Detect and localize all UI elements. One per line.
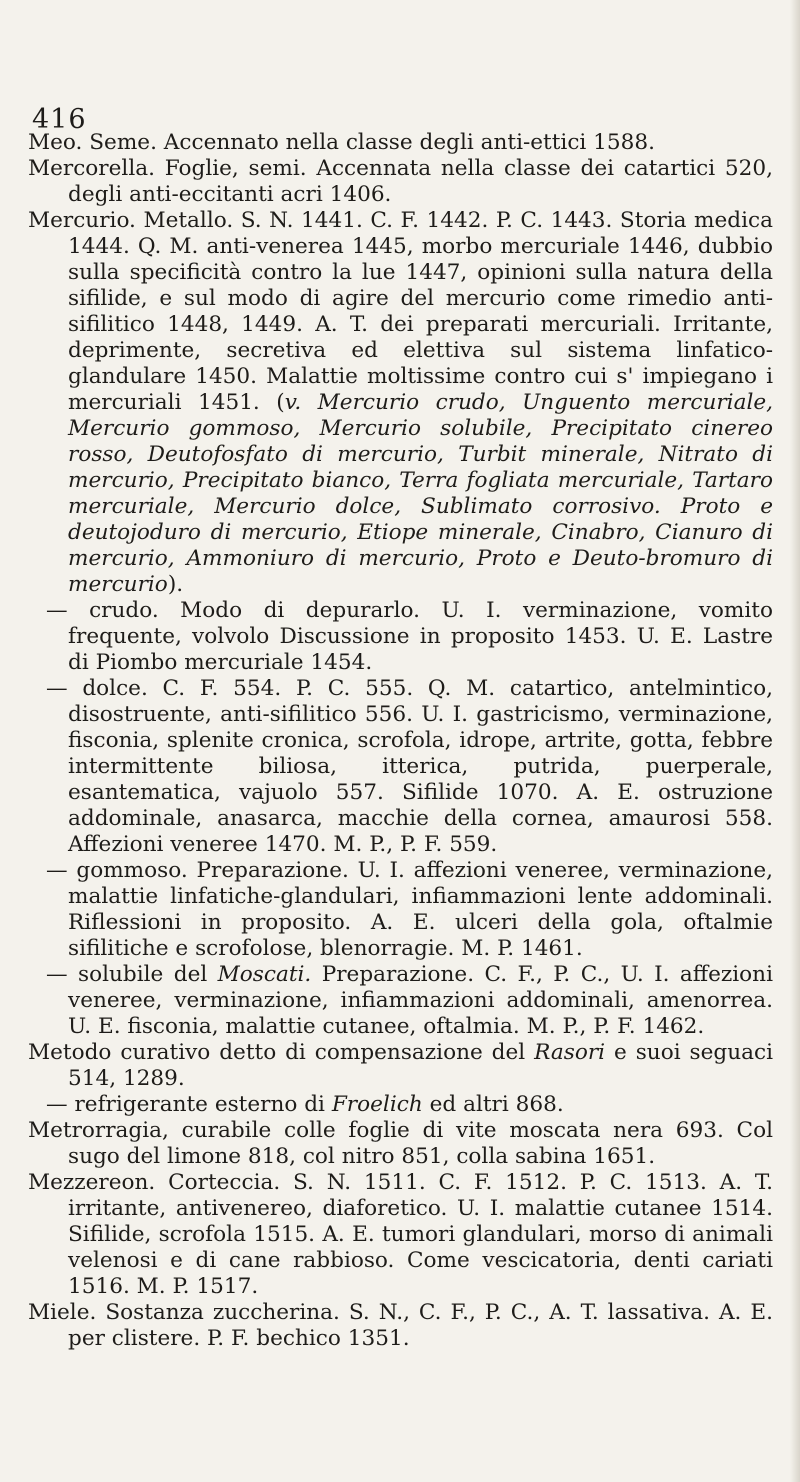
book-page [28, 0, 773, 1482]
index-entry-mercurio [28, 208, 773, 598]
index-entry-metrorragia [28, 1118, 773, 1170]
entry-dash: — [46, 676, 68, 701]
entry-text: Foglie, semi. Accennata nella classe dei catartici 520, degli anti-eccitanti acri 1406. [68, 156, 773, 207]
entry-dash: — [46, 858, 68, 883]
index-entry-mercorella [28, 156, 773, 208]
entry-tail-text: e suoi seguaci 514, 1289. [68, 1040, 773, 1091]
index-entry-miele [28, 1300, 773, 1352]
index-entry-metodo [28, 1040, 773, 1092]
entry-text: Metallo. S. N. 1441. C. F. 1442. P. C. 1443. Storia medica 1444. Q. M. anti-venerea 1445, morbo mercuriale 1446, dubbio sulla specificità contro la lue 1447, opinioni sulla natura della sifilide, e sul modo di agire del mercurio come rimedio anti-sifilitico 1448, 1449. A. T. dei preparati mercuriali. Irritante, deprimente, secretiva ed elettiva sul sistema linfatico-glandulare 1450. Malattie moltissime contro cui s' impiegano i mercuriali 1451. ( [68, 208, 773, 415]
entry-headword: Mercorella. [28, 156, 155, 181]
entry-tail-text: ed altri 868. [422, 1092, 564, 1117]
entry-text: curativo detto di compensazione del [120, 1040, 535, 1065]
entry-italic-text: v. Mercurio crudo, Unguento mercuriale, Mercurio gommoso, Mercurio solubile, Precipitato cinereo rosso, Deutofosfato di mercurio, Turbit minerale, Nitrato di mercurio, Precipitato bianco, Terra fogliata mercuriale, Tartaro mercuriale, Mercurio dolce, Sublimato corrosivo. Proto e deutojoduro di mercurio, Etiope minerale, Cinabro, Cianuro di mercurio, Ammoniuro di mercurio, Proto e Deuto-bromuro di mercurio [68, 390, 774, 597]
index-entry-mercurio-dolce [28, 676, 773, 858]
entry-text: solubile del [78, 962, 218, 987]
entry-italic-text: Moscati. [217, 962, 312, 987]
index-entry-mercurio-gommoso [28, 858, 773, 962]
entry-headword: Metodo [28, 1040, 112, 1065]
entry-text: Sostanza zuccherina. S. N., C. F., P. C., A. T. lassativa. A. E. per clistere. P. F. bechico 1351. [68, 1300, 773, 1351]
entry-headword: Miele. [28, 1300, 97, 1325]
index-entry-mercurio-solubile [28, 962, 773, 1040]
entry-italic-text: Froelich [331, 1092, 423, 1117]
entry-headword: Meo. [28, 130, 83, 155]
entry-tail-text: Preparazione. C. F., P. C., U. I. affezioni veneree, verminazione, infiammazioni addominali, amenorrea. U. E. fisconia, malattie cutanee, oftalmia. M. P., P. F. 1462. [68, 962, 773, 1039]
entry-text: crudo. Modo di depurarlo. U. I. verminazione, vomito frequente, volvolo Discussione in proposito 1453. U. E. Lastre di Piombo mercuriale 1454. [68, 598, 773, 675]
entry-text: Corteccia. S. N. 1511. C. F. 1512. P. C. 1513. A. T. irritante, antivenereo, diaforetico. U. I. malattie cutanee 1514. Sifilide, scrofola 1515. A. E. tumori glandulari, morso di animali velenosi e di cane rabbioso. Come vescicatoria, denti cariati 1516. M. P. 1517. [68, 1170, 773, 1299]
index-entry-metodo-refrigerante [28, 1092, 773, 1118]
index-entries [28, 130, 773, 1352]
index-entry-meo [28, 130, 773, 156]
entry-text: dolce. C. F. 554. P. C. 555. Q. M. catartico, antelmintico, disostruente, anti-sifilitico 556. U. I. gastricismo, verminazione, fisconia, splenite cronica, scrofola, idrope, artrite, gotta, febbre intermittente biliosa, itterica, putrida, puerperale, esantematica, vajuolo 557. Sifilide 1070. A. E. ostruzione addominale, anasarca, macchie della cornea, amaurosi 558. Affezioni veneree 1470. M. P., P. F. 559. [68, 676, 773, 857]
entry-dash: — [46, 1092, 68, 1117]
entry-text: refrigerante esterno di [74, 1092, 332, 1117]
index-entry-mercurio-crudo [28, 598, 773, 676]
entry-text: Seme. Accennato nella classe degli anti-ettici 1588. [89, 130, 655, 155]
entry-headword: Mezzereon. [28, 1170, 156, 1195]
entry-headword: Mercurio. [28, 208, 136, 233]
entry-text: gommoso. Preparazione. U. I. affezioni veneree, verminazione, malattie linfatiche-glandulari, infiammazioni lente addominali. Riflessioni in proposito. A. E. ulceri della gola, oftalmie sifilitiche e scrofolose, blenorragie. M. P. 1461. [68, 858, 773, 961]
entry-text: curabile colle foglie di vite moscata nera 693. Col sugo del limone 818, col nitro 851, colla sabina 1651. [68, 1118, 773, 1169]
page-number: 416 [32, 104, 87, 135]
page-edge-shadow [790, 0, 800, 1482]
entry-tail-text: ). [167, 572, 184, 597]
entry-dash: — [46, 598, 68, 623]
index-entry-mezzereon [28, 1170, 773, 1300]
entry-headword: Metrorragia, [28, 1118, 169, 1143]
entry-dash: — [46, 962, 68, 987]
entry-italic-text: Rasori [534, 1040, 606, 1065]
